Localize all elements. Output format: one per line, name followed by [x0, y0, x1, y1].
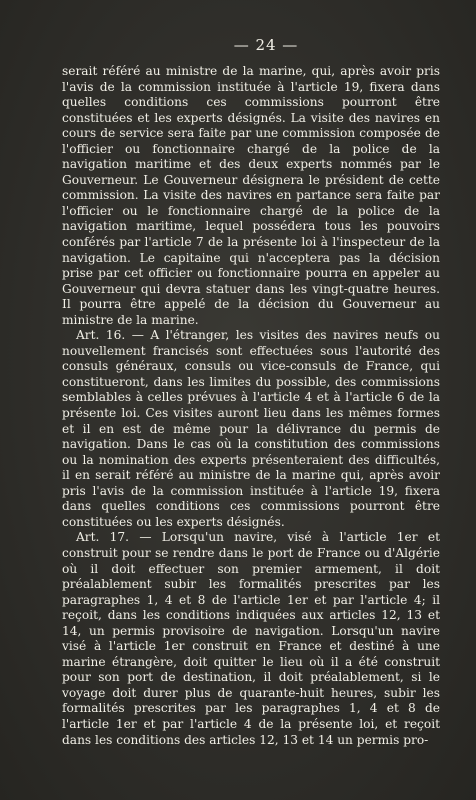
page-number: — 24 —: [233, 36, 299, 54]
page-body: [62, 64, 440, 748]
paragraph-article-16: Art. 16. — A l'étranger, les visites des navires neufs ou nouvellement francisés sont effectuées sous l'autorité des consuls généraux, consuls ou vice-consuls de France, qui constitueront, dans les limites du possible, des commissions semblables à celles prévues à l'article 4 et à l'article 6 de la présente loi. Ces visites auront lieu dans les mêmes formes et il en est de même pour la délivrance du permis de navigation. Dans le cas où la constitution des commissions ou la nomination des experts présenteraient des difficultés, il en serait référé au ministre de la marine qui, après avoir pris l'avis de la commission instituée à l'article 19, fixera dans quelles conditions ces commissions pourront être constituées ou les experts désignés.: [62, 328, 440, 529]
paragraph-article-17: Art. 17. — Lorsqu'un navire, visé à l'article 1er et construit pour se rendre dans le port de France ou d'Algérie où il doit effectuer son premier armement, il doit préalablement subir les formalités prescrites par les paragraphes 1, 4 et 8 de l'article 1er et par l'article 4; il reçoit, dans les conditions indiquées aux articles 12, 13 et 14, un permis provisoire de navigation. Lorsqu'un navire visé à l'article 1er construit en France et destiné à une marine étrangère, doit quitter le lieu où il a été construit pour son port de destination, il doit préalablement, si le voyage doit durer plus de quarante-huit heures, subir les formalités prescrites par les paragraphes 1, 4 et 8 de l'article 1er et par l'article 4 de la présente loi, et reçoit dans les conditions des articles 12, 13 et 14 un permis pro-: [62, 530, 440, 747]
paragraph-continued: serait référé au ministre de la marine, qui, après avoir pris l'avis de la commission instituée à l'article 19, fixera dans quelles conditions ces commissions pourront être constituées et les experts désignés. La visite des navires en cours de service sera faite par une commission composée de l'officier ou fonctionnaire chargé de la police de la navigation maritime et des deux experts nommés par le Gouverneur. Le Gouverneur désignera le président de cette commission. La visite des navires en partance sera faite par l'officier ou le fonctionnaire chargé de la police de la navigation maritime, lequel possédera tous les pouvoirs conférés par l'article 7 de la présente loi à l'inspecteur de la navigation. Le capitaine qui n'acceptera pas la décision prise par cet officier ou fonctionnaire pourra en appeler au Gouverneur qui devra statuer dans les vingt-quatre heures. Il pourra être appelé de la décision du Gouverneur au ministre de la marine.: [62, 64, 440, 327]
